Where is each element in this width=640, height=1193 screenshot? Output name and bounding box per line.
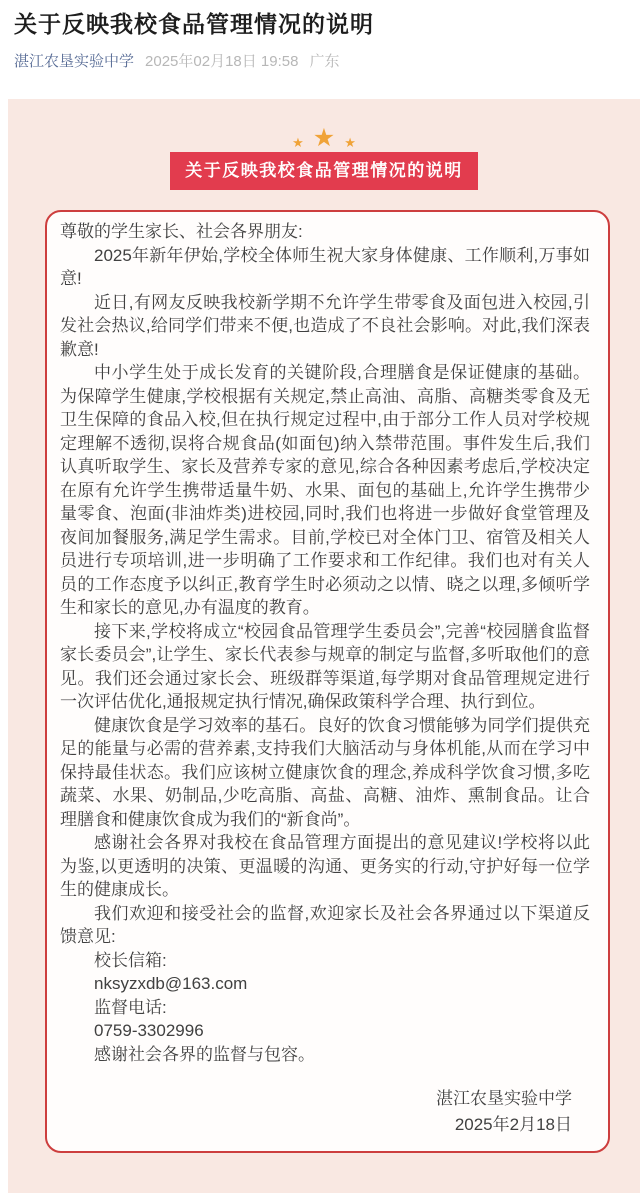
page-title: 关于反映我校食品管理情况的说明 [14, 11, 374, 37]
contact-email: nksyzxdb@163.com [94, 974, 248, 993]
letter-salutation: 尊敬的学生家长、社会各界朋友: [60, 222, 303, 241]
publish-location: 广东 [309, 53, 340, 70]
star-decoration [8, 126, 640, 151]
letter-paragraph: 健康饮食是学习效率的基石。良好的饮食习惯能够为同学们提供充足的能量与必需的营养素,支持我们大脑活动与身体机能,从而在学习中保持最佳状态。我们应该树立健康饮食的理念,养成科学饮食习惯,多吃蔬菜、水果、奶制品,少吃高脂、高盐、高糖、油炸、熏制食品。让合理膳食和健康饮食成为我们的“新食尚”。 [60, 715, 590, 829]
star-icon: ★ [292, 135, 304, 150]
contact-label-phone: 监督电话: [94, 997, 167, 1017]
article-meta [14, 52, 626, 72]
closing-thanks-line: 感谢社会各界的监督与包容。 [94, 1044, 315, 1064]
contact-label-mailbox: 校长信箱: [94, 950, 167, 970]
contact-phone-number: 0759-3302996 [94, 1021, 204, 1040]
star-icon: ★ [312, 124, 336, 152]
letter-paragraph: 感谢社会各界对我校在食品管理方面提出的意见建议!学校将以此为鉴,以更透明的决策、更温暖的沟通、更务实的行动,守护好每一位学生的健康成长。 [60, 833, 590, 899]
article-header [0, 0, 640, 99]
contact-block [60, 949, 590, 1067]
letter-paragraph: 中小学生处于成长发育的关键阶段,合理膳食是保证健康的基础。为保障学生健康,学校根据有关规定,禁止高油、高脂、高糖类零食及无卫生保障的食品入校,但在执行规定过程中,由于部分工作人员对学校规定理解不透彻,误将合规食品(如面包)纳入禁带范围。事件发生后,我们认真听取学生、家长及营养专家的意见,综合各种因素考虑后,学校决定在原有允许学生携带适量牛奶、水果、面包的基础上,允许学生携带少量零食、泡面(非油炸类)进校园,同时,我们也将进一步做好食堂管理及夜间加餐服务,满足学生需求。目前,学校已对全体门卫、宿管及相关人员进行专项培训,进一步明确了工作要求和工作纪律。我们也对有关人员的工作态度予以纠正,教育学生时必须动之以情、晓之以理,多倾听学生和家长的意见,办有温度的教育。 [60, 363, 590, 617]
signature-block [60, 1086, 590, 1138]
letter-body [60, 220, 590, 1066]
source-account-link[interactable]: 湛江农垦实验中学 [14, 53, 135, 70]
publish-datetime: 2025年02月18日 19:58 [145, 53, 299, 70]
letter-paragraph: 接下来,学校将成立“校园食品管理学生委员会”,完善“校园膳食监督家长委员会”,让学生、家长代表参与规章的制定与监督,多听取他们的意见。我们还会通过家长会、班级群等渠道,每学期对食品管理规定进行一次评估优化,通报规定执行情况,确保政策科学合理、执行到位。 [60, 621, 590, 711]
notice-title-banner: 关于反映我校食品管理情况的说明 [170, 152, 478, 190]
star-icon: ★ [344, 135, 356, 150]
signature-school-name: 湛江农垦实验中学 [436, 1089, 572, 1108]
letter-paragraph: 我们欢迎和接受社会的监督,欢迎家长及社会各界通过以下渠道反馈意见: [60, 903, 590, 946]
signature-date: 2025年2月18日 [454, 1115, 572, 1134]
letter-card [45, 210, 610, 1153]
notice-poster-image [8, 99, 640, 1193]
letter-paragraph: 2025年新年伊始,学校全体师生祝大家身体健康、工作顺利,万事如意! [60, 245, 590, 288]
letter-paragraph: 近日,有网友反映我校新学期不允许学生带零食及面包进入校园,引发社会热议,给同学们带来不便,也造成了不良社会影响。对此,我们深表歉意! [60, 292, 590, 359]
